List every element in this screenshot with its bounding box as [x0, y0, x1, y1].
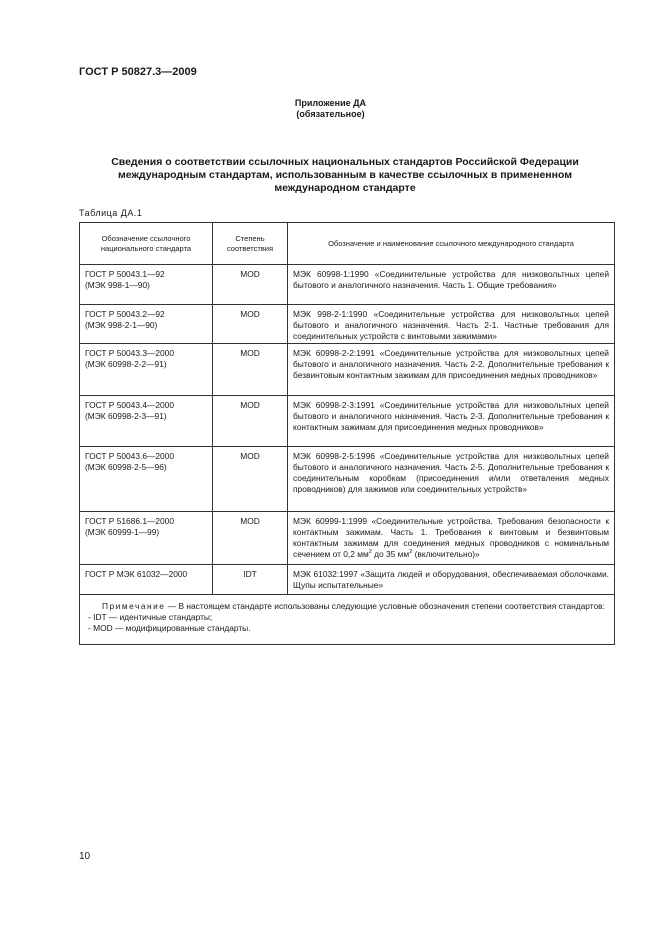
table-row [80, 447, 615, 512]
header-international-standard: Обозначение и наименование ссылочного международного стандарта [288, 223, 615, 265]
international-standard-cell [288, 512, 615, 565]
national-standard-cell [80, 305, 213, 344]
table-note [80, 595, 615, 645]
table-row [80, 512, 615, 565]
intl-text: до 35 мм [371, 549, 410, 559]
national-code: ГОСТ Р 50043.2—92 [85, 309, 165, 319]
header-text: Обозначение ссылочного [101, 233, 191, 243]
degree-cell: MOD [213, 512, 288, 565]
international-standard-cell: МЭК 60998-2-2:1991 «Соединительные устройства для низковольтных цепей бытового и аналогичного назначения. Часть 2-2. Дополнительные требования к безвинтовым контактным зажимам для присоединения медных проводников» [288, 344, 615, 396]
national-standard-cell [80, 447, 213, 512]
table-row [80, 305, 615, 344]
national-equivalent: (МЭК 998-1—90) [85, 280, 150, 290]
degree-cell: MOD [213, 396, 288, 447]
national-equivalent: (МЭК 60998-2-3—91) [85, 411, 167, 421]
superscript: 2 [409, 549, 413, 556]
international-standard-cell: МЭК 60998-1:1990 «Соединительные устройства для низковольтных цепей бытового и аналогичного назначения. Часть 1. Общие требования» [288, 265, 615, 305]
national-equivalent: (МЭК 998-2-1—90) [85, 320, 158, 330]
title-line-1: Сведения о соответствии ссылочных национальных стандартов Российской Федерации [111, 156, 579, 168]
national-equivalent: (МЭК 60998-2-5—96) [85, 462, 167, 472]
national-standard-cell [80, 396, 213, 447]
national-standard-cell [80, 512, 213, 565]
table-header-row [80, 223, 615, 265]
table-row [80, 265, 615, 305]
intl-text: МЭК 60999-1:1999 «Соединительные устройства. Требования безопасности к контактным зажимам. Часть 1. Требования к винтовым и безвинтовым контактным зажимам для соединения медных проводников с номинальным сечением от 0,2 мм [293, 516, 609, 559]
degree-cell: MOD [213, 344, 288, 396]
appendix-status: (обязательное) [296, 109, 365, 119]
appendix-label: Приложение ДА [294, 98, 367, 108]
degree-cell: MOD [213, 265, 288, 305]
table-label: Таблица ДА.1 [79, 208, 143, 218]
national-code: ГОСТ Р 51686.1—2000 [85, 516, 174, 526]
national-equivalent: (МЭК 60998-2-2—91) [85, 359, 167, 369]
note-item: - MOD — модифицированные стандарты. [88, 623, 251, 633]
appendix-heading [0, 98, 661, 120]
national-standard-cell [80, 265, 213, 305]
table-note-row [80, 595, 615, 645]
degree-cell: MOD [213, 305, 288, 344]
intl-text: (включительно)» [412, 549, 480, 559]
header-degree [213, 223, 288, 265]
table-row [80, 344, 615, 396]
header-national-standard [80, 223, 213, 265]
title-line-3: международном стандарте [274, 182, 416, 194]
national-code: ГОСТ Р 50043.6—2000 [85, 451, 174, 461]
note-paragraph [88, 601, 608, 612]
title-line-2: международным стандартам, использованным в качестве ссылочных в примененном [117, 169, 573, 181]
table-row [80, 396, 615, 447]
national-code: ГОСТ Р 50043.3—2000 [85, 348, 174, 358]
superscript: 2 [368, 549, 372, 556]
international-standard-cell: МЭК 60998-2-5:1996 «Соединительные устройства для низковольтных цепей бытового и аналогичного назначения. Часть 2-5. Дополнительные требования к соединительным коробкам (присоединения и/или ответвления медных проводников) для зажимов или соединительных устройств» [288, 447, 615, 512]
national-standard-cell [80, 565, 213, 595]
international-standard-cell: МЭК 61032:1997 «Защита людей и оборудования, обеспечиваемая оболочками. Щупы испытательные» [288, 565, 615, 595]
national-code: ГОСТ Р 50043.1—92 [85, 269, 165, 279]
note-text: — В настоящем стандарте использованы следующие условные обозначения степени соответствия стандартов: [165, 601, 605, 611]
header-text: национального стандарта [100, 243, 192, 253]
international-standard-cell: МЭК 60998-2-3:1991 «Соединительные устройства для низковольтных цепей бытового и аналогичного назначения. Часть 2-3. Дополнительные требования к контактным зажимам для присоединения медных проводников» [288, 396, 615, 447]
national-standard-cell [80, 344, 213, 396]
national-equivalent: (МЭК 60999-1—99) [85, 527, 160, 537]
national-code: ГОСТ Р 50043.4—2000 [85, 400, 174, 410]
header-text: Степень [235, 233, 265, 243]
table-row [80, 565, 615, 595]
section-title [85, 156, 605, 195]
degree-cell: IDT [213, 565, 288, 595]
correspondence-table [79, 222, 615, 645]
degree-cell: MOD [213, 447, 288, 512]
national-code: ГОСТ Р МЭК 61032—2000 [85, 569, 188, 579]
header-text: соответствия [226, 243, 274, 253]
note-item: - IDT — идентичные стандарты; [88, 612, 213, 622]
note-head: Примечание [101, 601, 166, 611]
page-number: 10 [79, 851, 91, 862]
international-standard-cell: МЭК 998-2-1:1990 «Соединительные устройства для низковольтных цепей бытового и аналогичного назначения. Часть 2-1. Частные требования для соединительных устройств с винтовыми зажимами» [288, 305, 615, 344]
document-code: ГОСТ Р 50827.3—2009 [79, 66, 197, 78]
